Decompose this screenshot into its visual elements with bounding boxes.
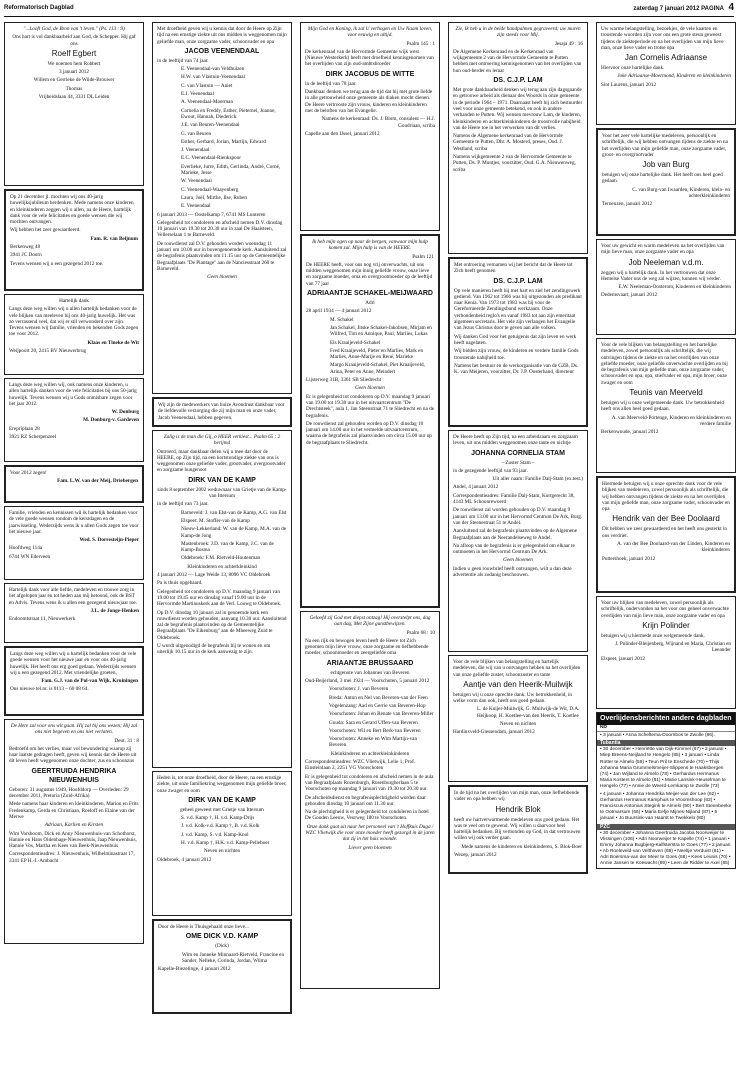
ad-text: De HEERE heeft, voor ons nog vrij onverwachts, uit ons midden weggenomen mijn innig geliefde vrouw, onze lieve en zorgzame moeder, oma en overgrootmoeder op de leeftijd van 77 jaar bbox=[306, 261, 433, 287]
ad-text: Cornelia en Freddy, Esther, Pieternel, Joanne, Ewout, Hannah, Diederick bbox=[181, 107, 276, 120]
advertisement bbox=[596, 128, 736, 236]
ad-text: Lijsterweg 31B, 3361 SB Sliedrecht bbox=[306, 377, 382, 384]
ad-text: 6 januari 2013 — Oostelkamp 7, 6741 MS Lunteren bbox=[157, 211, 266, 218]
ad-text: Ons hart is vol dankbaarheid aan God, de Schepper. Hij gaf ons bbox=[12, 34, 136, 47]
ad-text: M. Schakel bbox=[330, 316, 354, 323]
advertisement bbox=[448, 655, 588, 782]
ad-text: De Heere heeft op Zijn tijd, na een arbeidzaam en zorgzaam leven, uit ons midden weggenomen onze tante en nichtje bbox=[453, 434, 578, 447]
advertisement bbox=[596, 596, 736, 709]
deceased-name: Aantje van den Heerik-Muilwijk bbox=[463, 679, 573, 689]
deceased-name: OME DICK V.D. KAMP bbox=[185, 933, 259, 941]
ad-text: W. Donburg bbox=[111, 409, 139, 416]
advertisement bbox=[4, 465, 144, 503]
ad-text: echtgenote van Johannes van Beveren bbox=[330, 669, 410, 676]
ad-text: Dedemsvaart, januari 2012 bbox=[601, 292, 658, 299]
ad-text: E. Veenendaal-van Veldhuizen bbox=[181, 66, 245, 73]
deceased-name: JOHANNA CORNELIA STAM bbox=[471, 449, 565, 457]
ad-text: Els Kraaijeveld-Schakel bbox=[330, 339, 381, 346]
ad-text: E. Veenendaal bbox=[181, 203, 211, 210]
ad-text: Geboren: 31 augustus 1949, Hoofddorp — Overleden: 29 december 2011, Pretoria (Zuid-Afrika) bbox=[9, 786, 129, 800]
advertisement bbox=[152, 919, 292, 1014]
issue-date: zaterdag 7 januari 2012 bbox=[633, 6, 700, 12]
ad-text: Indien u geen rouwbrief heeft ontvangen, wilt u dan deze advertentie als zodanig beschouwen. bbox=[453, 565, 572, 579]
ad-text: Esther, Gerhard, Jorian, Martijn, Edward bbox=[181, 138, 266, 145]
ad-text: U wordt uitgenodigd de begrafenis bij te wonen en om uiterlijk 10.15 uur in de kerk aanwezig te zijn. bbox=[157, 643, 271, 656]
ad-text: Mede namens de kinderen en kleinkinderen, S. Blok-Boer bbox=[461, 843, 582, 850]
obituary-source: PZC bbox=[597, 824, 735, 830]
ad-text: Geen bloemen bbox=[503, 557, 533, 564]
ad-text: Hartelijk dank bbox=[59, 298, 89, 304]
ad-text: Voorschoten: J. van Beveren bbox=[329, 686, 389, 693]
deceased-name: ADRIAANTJE SCHAKEL-MEIJWAARD bbox=[306, 290, 433, 298]
column-3 bbox=[300, 22, 440, 992]
advertisement bbox=[300, 22, 440, 231]
ad-text: Namens de Algemene kerkenraad van de Hervormde Gemeente te Putten, Dhr. A. Mosterd, preses, Oud. J. Westland, scriba bbox=[453, 133, 563, 152]
ad-text: W. Veenendaal bbox=[181, 178, 212, 185]
deceased-name: Krijn Polinder bbox=[642, 620, 690, 630]
advertisement bbox=[300, 611, 440, 989]
ad-text: 6744 WN Ederveen bbox=[9, 553, 51, 560]
ad-text: heeft uw hartverwarmende medeleven ons goed gedaan. Het was te veel om te gewend. Wij willen u daarvoor heel hartelijk bedanken. Bij verbonden op God, in dat vertrouwen willen wij ook verder gaan. bbox=[454, 816, 581, 842]
ad-text: Laura, Joël, Mirthe, Ilse, Ruben bbox=[181, 194, 247, 201]
ad-text: Op 21 december jl. mochten wij ons 40-jarig huwelijksjubileum herdenken. Mede namens onze kinderen en kleinkinderen zeggen wij u allen, na de Heere, hartelijk dank voor de vele felicitaties en goede wensen die wij mochten ontvangen. bbox=[10, 194, 134, 226]
ad-text: Voorschoten: Anneke en Wim Martijn-van Beveren bbox=[329, 736, 418, 749]
ad-text: Voorschoten: Johan en Renate van Beveren-Miller bbox=[329, 711, 434, 718]
column-5 bbox=[596, 22, 736, 869]
ad-text: Mijn God en Koning, ik zal U verhogen en Uw Naam loven, voor eeuwig en altijd. bbox=[307, 26, 433, 39]
ad-text: Na een rijk en bewogen leven heeft de Heere tot Zich genomen mijn lieve vrouw, onze zorgzame en liefhebbende moeder, schoonmoeder en zeergeliefde oma bbox=[305, 637, 429, 657]
deceased-name: Hendrik van der Bee Doolaard bbox=[612, 514, 720, 524]
deceased-name: DIRK VAN DE KAMP bbox=[188, 476, 256, 484]
ad-text: J. Veenendaal bbox=[181, 147, 210, 154]
ad-text: Wij zijn de medewerkers van huize Avondrust dankbaar voor de liefdevolle verzorging die zij mijn man en onze vader, Jacob Veenendaal, hebben gegeven. bbox=[158, 402, 285, 421]
ad-text: H.W. van Vlastuin-Veenendaal bbox=[181, 74, 245, 81]
obituary-source: Tubantia bbox=[597, 740, 735, 746]
deceased-name: DIRK VAN DE KAMP bbox=[188, 796, 256, 804]
ad-text: M. Donburg-v. Gardeven bbox=[83, 417, 139, 424]
page-label: PAGINA bbox=[701, 6, 724, 12]
ad-text: Met droefheid geven wij u kennis dat door de Heere op Zijn tijd na een ernstige ziekte uit ons midden is weggenomen mijn geliefde man, onze zorgzame vader, schoonvader en opa bbox=[157, 26, 287, 45]
ad-text: Zie, Ik heb u in de beide handpalmen gegraveerd; uw muren zijn steeds voor Mij. bbox=[455, 26, 581, 39]
newspaper-name: Reformatorisch Dagblad bbox=[4, 5, 74, 11]
advertisement bbox=[596, 338, 736, 473]
ad-text: Berkenweg 48 bbox=[10, 244, 41, 251]
ad-text: "...Looft God, de Bron van 't leven." (Ps. 113 : 9) bbox=[23, 26, 125, 32]
ad-text: Jan Schakel, Jitske Schakel-Jakobsen, Mirjam en Wilfred, Tim en Annique, Paul, Marlies, Lukas bbox=[330, 324, 432, 338]
ad-text: Er is gelegenheid tot condoleren op D.V. maandag 9 januari van 19.00 tot 19.30 uur in het uitvaartcentrum "De Drechtsteek", aula 1, Jan Steenstraat 71 te Sliedrecht en na de begrafenis. bbox=[306, 393, 435, 419]
ad-text: Aansluitend zal de begrafenis plaatsvinden op de Algemene Begraafplaats aan de Neerandelseweg te Andel. bbox=[453, 528, 578, 541]
ad-text: Berkenwoude, januari 2012 bbox=[601, 429, 659, 436]
advertisement bbox=[4, 646, 144, 716]
ad-text: Mede namens haar kinderen en kleinkinderen, Marion en Frits Fredenkamp, Gerda en Christiaan, Roeloff en Elaine van der Merwe bbox=[9, 801, 139, 820]
ad-text: Oud-Beijerland, 3 mei 1924 — Voorschoten, 5 januari 2012 bbox=[305, 678, 430, 685]
ad-text: betuigen wij onze hartelijke dank. Het heeft ons heel goed gedaan. bbox=[602, 172, 723, 185]
deceased-name: DS. C.J.P. LAM bbox=[493, 77, 543, 85]
ad-text: L. de Kuijer-Muilwijk, G. Muilwijk-de Wit, D.A. Heijkoop, H. Koetlee-van den Heerik, T. Koetlee bbox=[477, 706, 580, 719]
ad-text: Kapelle-Biezelinge, 4 januari 2012 bbox=[158, 966, 231, 973]
ad-text: Wezep, januari 2012 bbox=[454, 852, 497, 859]
ad-text: 4 januari 2012 — Lage Weide 13, 8096 VC Oldebroek bbox=[157, 572, 271, 579]
ad-text: Namens het bestuur en de werkorganisatie van de GZB, Ds. K. van Meijeren, voorzitter, Dr. J.P. Oosterhand, directeur bbox=[454, 362, 579, 376]
advertisement bbox=[300, 234, 440, 608]
ad-text: betuigen wij u hiermede onze welgemeende dank. bbox=[601, 632, 705, 639]
advertisement bbox=[152, 22, 292, 394]
advertisement bbox=[596, 476, 736, 593]
ad-text: Geloofd zij God met diepst ontzag! Hij overstelpt ons, dag aan dag, Met Zijne gunstbewijzen. bbox=[309, 615, 431, 628]
ad-text: (Dick) bbox=[215, 943, 229, 950]
ad-text: Fam. R. van Beljnum bbox=[90, 235, 138, 242]
ad-text: – Zuster Stam – bbox=[501, 459, 535, 466]
ad-text: Nieuw-Lekkerland: W. van de Kamp, M.A. van de Kamp-de Jong bbox=[181, 526, 287, 539]
ad-text: H. v.d. Kamp †, H.K. v.d. Kamp-Pelleboer bbox=[181, 840, 270, 847]
ad-text: Met ontroering vernamen wij het bericht dat de Heere tot Zich heeft genomen bbox=[454, 262, 573, 275]
ad-text: Zalig is de man die Gij, o HEER verkiest... Psalm 65 : 2 berijmd bbox=[163, 434, 281, 447]
ad-text: Everlieke, Jurre, Edith, Gerlinda, André, Corné, Marieke, Jesse bbox=[181, 163, 281, 177]
page-header bbox=[4, 4, 734, 17]
ad-text: A. van der Bee Doolaard-van der Linden, Kinderen en kleinkinderen bbox=[617, 541, 730, 554]
ad-text: Wim Vorsboom, Dick en Anny Nieuwenhuis-van Schothorst, Hannie en Hans Oldenhage-Nieuwenhuis, Jaap Nieuwenhuis, Hannie Vos, Martha en Kees van Beek-Nieuwenhuis bbox=[9, 830, 137, 850]
ad-text: Thomas bbox=[65, 85, 83, 92]
ad-text: De Here zal voor ons wit gaan. Hij zal bij ons wezen; Hij zal ons niet begeven en ons niet verlaten. bbox=[10, 723, 138, 736]
ad-text: Voor 2012 zegen! bbox=[10, 470, 47, 476]
deceased-name: Jan Cornelis Adriaanse bbox=[624, 53, 708, 63]
ad-text: A. van Meerveld-Portenge, Kinderen en kleinkinderen en verdere familie bbox=[611, 414, 731, 427]
obituary-entry: • 30 december • Henriëtte van Dijk-Kimmel (67) • 2 januari • Miep Breens-Neijland te Hengelo (85) • 3 januari • Linda Rotter te Almelo (59) • Teun Pril te Enschede (70) • Thijs Johanna Maria Grummelsmeijer-Slippens te Haaksbergen (74) • Jan Wijland te Almelo (78) • Gerhardus Hermanus Maria Kosters te Almelo (81) • Marie Lansink-Heuselman te Hengelo (77) • Annie de Weerd-Lemkamp te Zwolle (73) bbox=[600, 747, 727, 789]
advertisement bbox=[4, 506, 144, 580]
ad-text: Fam. G.J. van de Pol-van Wijk, Kruiningen bbox=[41, 678, 138, 685]
column-2 bbox=[152, 22, 292, 1017]
obituary-source: ND bbox=[597, 725, 735, 732]
ad-text: Neven en nichten bbox=[499, 721, 537, 728]
ad-text: Margo Kraaijeveld-Schakel, Piet Kraaijeveld, Arina, Peter en Anne, Meindert bbox=[330, 362, 425, 375]
ad-text: Gelegenheid tot condoleren en afscheid nemen D.V. dinsdag 10 januari van 19.30 tot 20.30 uur in zaal De Haalsteen, Vellerselaan 1 te Barneveld. bbox=[157, 219, 283, 239]
ad-text: Vrijheidslaan 44, 3331 DL Leiden bbox=[38, 94, 110, 101]
ad-text: Weijpoort 20, 2415 BV Nieuwerbrug bbox=[9, 348, 87, 355]
advertisement bbox=[4, 378, 144, 462]
ad-text: in de leeftijd van 78 jaar. bbox=[305, 80, 357, 87]
ad-text: Terneuzen, januari 2012 bbox=[602, 201, 653, 208]
ad-text: Willem en Gerrieke de Wilde-Brouwer bbox=[33, 77, 115, 84]
ad-text: Voor de vele blijken van belangstelling en het hartelijke medeleven, zowel persoonlijk als schriftelijk, die wij ontvingen tijdens de ziekte en na het overlijden van onze geliefde moeder, onze geliefde onverwachte overlijden en bij de begrafenis van mijn geliefde man, onze zorgzame vader, schoonvader en opa, opa, stiefvader en opa, mijn broer, onze zwager en oom bbox=[601, 342, 728, 386]
ad-text: 3 januari 2012 bbox=[59, 69, 89, 76]
ad-text: Geen bloemen bbox=[355, 385, 385, 392]
column-4 bbox=[448, 22, 588, 877]
ad-text: Oldebroek: F.M. Rietveld-Houtenman bbox=[181, 555, 261, 562]
ad-text: Correspondentieadres: Familie Dalj-Stam, Kortgerecht 38, 4143 ML Schoonrewoerd bbox=[453, 492, 575, 506]
ad-text: Neven en nichten bbox=[203, 848, 241, 855]
ad-text: 3921 RZ Scherpenzeel bbox=[9, 434, 57, 441]
ad-text: De rouwdienst zal gehouden worden op D.V. dinsdag 10 januari om 14.00 uur in het vermelde uitvaartcentrum, waarna de begrafenis zal plaatsvinden om circa 15.00 uur op de begraafplaats te Sliedrecht. bbox=[306, 420, 432, 446]
ad-text: Gelegenheid tot condoleren op D.V. maandag 9 januari van 19.00 tot 19.45 uur en dinsdag vanaf 19.00 uur in de Hervormde Martinuskerk aan de Verl. Loowg te Oldebroek. bbox=[157, 588, 282, 608]
ad-text: Gouda: Sara en Gerard Uffen-van Beveren bbox=[329, 719, 418, 726]
ad-text: in de leeftijd van 74 jaar. bbox=[157, 57, 209, 64]
ad-text: J. Polinder-Bleijenberg, Wijnand en Maria, Christian en Leeander bbox=[615, 641, 731, 654]
ad-text: Voor uw gewicht en warm medeleven na het overlijden van mijn lieve man, onze zorgzame vader en opa bbox=[601, 243, 725, 256]
deceased-name: Roelf Egbert bbox=[51, 48, 97, 58]
ad-text: Na de plechtigheid is er gelegenheid tot condoleren in hotel De Gouden Leeuw, Veurweg 180 te Voorschoten. bbox=[305, 809, 429, 822]
ad-text: Vogelenzang: Aad en Gerrie van Beveren-Hop bbox=[329, 702, 426, 709]
ad-text: C. van Burg-van Iwaarden, Kinderen, klein- en achterkleinkinderen bbox=[632, 186, 730, 200]
obituary-entry: • 3 januari • Anna Scheltema-Doornbos te Zwolle (86). bbox=[600, 733, 715, 739]
ad-text: Ik heb mijn ogen op naar de bergen, vanwaar mijn hulp komen zal. Mijn hulp is van de HEERE. bbox=[312, 239, 428, 252]
ad-text: Hiermede betuigen wij u onze oprechte dank voor de vele blijken van medeleven, zowel persoonlijk als schriftelijk, die wij hebben ontvangen tijdens de ziekte en na het overlijden van mijn geliefde man, onze zorgzame vader, schoonvader en opa bbox=[602, 481, 730, 513]
ad-text: Namens de kerkenraad: Ds. J. Blom, consulent — H.J. Goudriaan, scriba bbox=[321, 116, 435, 129]
ad-text: Voor het zeer vele hartelijke medeleven, persoonlijk en schriftelijk, die wij hebben ontvangen tijdens de ziekte en na het overlijden van mijn geliefde man, onze zorgzame vader, groot- en overgrootvader bbox=[602, 133, 728, 158]
ad-text: Voor uw blijken van medeleven, zowel persoonlijk als schriftelijk, ondervonden na het voor ons geheel onverwachte overlijden van mijn lieve man, onze zorgzame vader en opa bbox=[601, 600, 729, 619]
ad-text: Liever geen bloemen bbox=[348, 844, 392, 851]
ad-text: Wim en Janneke Minnaard-Rietveld, Francine en Sander, Nelleke, Corinda, Jordan, Wilma bbox=[182, 951, 285, 964]
ad-text: Wed. S. Dorresteijn-Pieper bbox=[79, 537, 139, 544]
advertisement bbox=[152, 430, 292, 768]
ad-text: Dankbaar denken we terug aan de tijd dat hij met grote liefde in alle getrouwheid onze gemeente als diaken mocht dienen. De Heere vertrooste zijn vrouw, kinderen en kleinkinderen met de beloften van het Evangelie. bbox=[305, 89, 433, 114]
ad-text: Familie, vrienden en kennissen wil ik hartelijk bedanken voor de vele goede wensen rondom de kerstdagen en de jaarwisseling. Wederzijds wens ik u allen Gods zegen toe voor het nieuwe jaar. bbox=[9, 510, 139, 535]
ad-text: 28 april 1934 — 4 januari 2012 bbox=[306, 308, 372, 315]
obituary-entry: • 30 december • Johanna Geertruida Jacoba Noorweijer te Vlissingen (106) • Adri Noorweijer te Kapelle (74) • 1 januari • Emmy Johanna Bugbjerg-Kalfsterstra te Goes (77) • 2 januari • Ab Roeleveld-van Velthoven (69) • Neeltje Verduist (81) • Adri Boersma-van der Meer te Goes (68) • Kees Leunis (70) • Annie Jansen te Koewacht (89) • Leen de Ridder te Axel (85) bbox=[600, 830, 731, 867]
advertisement bbox=[4, 583, 144, 643]
ad-text: Elspeet, januari 2012 bbox=[601, 655, 645, 662]
ad-text: E.W. Neeleman-Oosterom, Kinderen en kleinkinderen bbox=[618, 284, 731, 291]
ad-text: Psalm 68 : 10 bbox=[406, 629, 435, 636]
obituary-listing bbox=[596, 712, 736, 869]
ad-text: Wij bidden zijn vrouw, de kinderen en verdere familie Gods troostende nabijheid toe. bbox=[454, 348, 579, 361]
advertisement bbox=[4, 189, 144, 291]
ad-text: Tevens wensen wij u een gezegend 2012 toe. bbox=[10, 260, 104, 267]
ad-text: Voorschoten: Wil en Bert Berk-van Beveren bbox=[329, 727, 421, 734]
deceased-name: DIRK JACOBUS DE WITTE bbox=[325, 70, 415, 78]
ad-text: C. Veenendaal-Waayenberg bbox=[181, 186, 239, 193]
ad-text: Puttershoek, januari 2012 bbox=[602, 555, 656, 562]
deceased-name: Job van Burg bbox=[642, 160, 690, 170]
ad-text: J.L. de Jonge-Henken bbox=[90, 607, 139, 614]
ad-text: Ons nieuwe tel.nr. is 0113 – 60 08 64. bbox=[10, 686, 89, 693]
ad-text: betuigen wij u onze oprechte dank. Uw betrokkenheid, in welke vorm dan ook, heeft ons goed gedaan. bbox=[453, 691, 572, 705]
ad-text: Op D.V. dinsdag 10 januari zal in genoemde kerk een rouwdienst worden gehouden, aanvang 10.30 uur. Aansluitend zal de begrafenis plaatsvinden op de Gemeentelijke Begraafplaats "De Eikenburg" aan de Mheeweg Zuid te Oldebroek. bbox=[157, 609, 287, 641]
ad-text: Adri bbox=[365, 300, 375, 307]
ad-text: Jesaja 49 : 16 bbox=[554, 40, 583, 47]
ad-text: S. v.d. Kamp †, H. v.d. Kamp-Drijs bbox=[181, 815, 255, 822]
ad-text: Hiervoor onze hartelijke dank. bbox=[601, 65, 665, 72]
ad-text: Langs deze weg willen wij, ook namens onze kinderen, u allen hartelijk danken voor de vele felicitaties bij ons 50-jarig huwelijk. Tevens wensen wij u Gods onmisbare zegen voor het jaar 2012. bbox=[9, 382, 137, 407]
advertisement bbox=[448, 430, 588, 652]
ad-text: in de leeftijd van 73 jaar. bbox=[157, 501, 209, 508]
deceased-name: DS. C.J.P. LAM bbox=[493, 277, 543, 285]
ad-text: Uit aller naam: Familie Dalj-Stam (ex.test.) bbox=[492, 476, 583, 483]
ad-text: Na afloop van de begrafenis is er gelegenheid om elkaar te ontmoeten in het Hervormd Centrum De Ark. bbox=[453, 542, 575, 556]
ad-text: Wij hebben het zeer gewaardeerd. bbox=[10, 227, 81, 234]
column-1 bbox=[4, 22, 144, 947]
ad-text: Langs deze weg willen wij u hartelijk bedanken voor de vele goede wensen voor het nieuwe jaar en voor ons 40-jarig huwelijk. Het heeft ons erg goed gedaan. Wederzijds wensen wij u een gezegend 2012. Met vriendelijke groeten, bbox=[10, 651, 137, 676]
ad-text: Door de Heere is Thuisgehaald onze lieve... bbox=[158, 924, 249, 930]
ad-text: Op vele manieren heeft hij met hart en ziel het zendingswerk gediend. Van 1962 tot 1966 was hij uitgezonden als predikant naar Kenia. Van 1973 tot 1983 was hij voor de Gereformeerde Zendingsbond werkzaam. Onze verbondenheid reglo's en vanaf 1983 tot aan zijn emeritaat algemeen secretaris. Het vele zijn verlangen het Evangelie van Jezus Christus door te geven aan alle volken. bbox=[454, 287, 582, 332]
deceased-name: GEERTRUIDA HENDRIKA NIEUWENHUIS bbox=[31, 767, 117, 784]
ad-text: In de tijd na het overlijden van mijn man, onze liefhebbende vader en opa hebben wij bbox=[454, 790, 580, 803]
advertisement bbox=[448, 22, 588, 254]
ad-text: A. Veenendaal-Moerman bbox=[181, 99, 234, 106]
deceased-name: Hendrik Blok bbox=[495, 804, 541, 814]
advertisement bbox=[152, 771, 292, 916]
ad-text: Psalm 145 : 1 bbox=[406, 40, 435, 47]
deceased-name: Teunis van Meerveld bbox=[629, 388, 703, 398]
page-date-block bbox=[633, 2, 734, 13]
ad-text: De Algemene Kerkenraad en de Kerkenraad van wijkgemeente 2 van de Hervormde Gemeente te Putten hebben met ontroering kennisgenomen van het overlijden van hun oud-herder en leraar bbox=[453, 48, 582, 74]
ad-text: in de gezegende leeftijd van 93 jaar. bbox=[453, 467, 528, 474]
ad-text: Correspondentieadres: J. Nieuwenhuis, Wilhelminastraat 17, 3341 EP H.-I.-Ambacht bbox=[9, 851, 135, 864]
ad-text: betuigen wij u onze welgemeende dank. Uw betrokkenheid heeft ons allen heel goed gedaan. bbox=[601, 400, 725, 413]
ad-text: De kerkenraad van de Hervormde Gemeente wijk west (Nieuwe Westerkerk) heeft met droefheid kennisgenomen van het overlijden van zijn oud-ambtsbroeder bbox=[305, 48, 434, 68]
ad-text: Wij danken God voor het getuigenis dat zijn leven en werk heeft nagelaten. bbox=[454, 333, 577, 346]
ad-text: J. v.d. Kamp, S. v.d. Kamp-Knol bbox=[181, 831, 249, 838]
ad-text: De rouwdienst zal worden gehouden op D.V. maandag 9 januari om 13.00 uur in het Hervormd Centrum De Ark, Burg. van der Steenestraat 51 te Andel. bbox=[453, 507, 583, 526]
ad-text: De rouwdienst zal D.V. gehouden worden woensdag 11 januari om 10.00 uur in bovengenoemde kerk. Aansluitend zal de begrafenis plaatsvinden om 11.15 uur op de Gemeentelijke Begraafplaats "De Plantage" aan de Nanciesstraat 260 te Barneveld. bbox=[157, 240, 287, 272]
ad-text: Elspeet: M. Stoffer-van de Kamp bbox=[181, 517, 250, 524]
advertisement bbox=[152, 397, 292, 427]
ad-text: Correspondentieadres: WZC Vlietwijk, Lelie 1, Prof. Einsteinlaan 2, 2251 VG Voorschoten bbox=[305, 759, 416, 772]
ad-text: Sint Laurens, januari 2012 bbox=[601, 81, 657, 88]
ad-text: Mastenbroek: J.D. van de Kamp, J.C. van de Kamp-Bosma bbox=[181, 540, 274, 554]
ad-text: We noemen hem Robbert bbox=[47, 60, 101, 67]
ad-text: Adriaan, Karlien en Kirsten bbox=[44, 822, 104, 829]
obituary-listing-title: Overlijdensberichten andere dagbladen bbox=[597, 713, 735, 725]
ad-text: Psalm 121 bbox=[412, 253, 434, 260]
ad-text: Geen bloemen bbox=[207, 274, 237, 281]
deceased-name: Job Neeleman v.d.m. bbox=[628, 257, 704, 267]
ad-text: Hartelijk dank voor alle liefde, medeleven en trouwe zorg in het afgelopen jaar en tot heden aan mij betoond, ook de BST en Advis. Tevens wens ik u allen een gezegend nieuwjaar toe. bbox=[9, 587, 138, 606]
advertisement bbox=[4, 22, 144, 186]
advertisement bbox=[4, 719, 144, 944]
ad-text: Andel, 4 januari 2012 bbox=[453, 484, 499, 491]
advertisement bbox=[596, 239, 736, 335]
ad-text: Fred Kraaijeveld, Pieter en Marlies, Mark en Marlies, Anne-Marije en René, Marieke bbox=[330, 347, 424, 361]
advertisement bbox=[448, 785, 588, 874]
advertisement bbox=[448, 257, 588, 427]
ad-text: Joke Adriaanse-Moermond, Kinderen en kleinkinderen bbox=[617, 73, 731, 80]
ad-text: Klaas en Tineke de Wit bbox=[87, 339, 139, 346]
ad-text: Dit hebben we zeer gewaardeerd en het heeft ons gesterkt in ons verdriet. bbox=[602, 526, 728, 539]
ad-text: Uw warme belangstelling, bezoekjes, de vele kaarten en troostende woorden zijn voor ons een grote steun geweest tijdens de ziekteperiode en na het overlijden van mijn lieve man, onze lieve vader en trotse opa bbox=[601, 26, 724, 51]
ad-text: Endoomtstraat 11, Nieuwerkerk bbox=[9, 616, 76, 623]
ad-text: Capelle aan den IJssel, januari 2012 bbox=[305, 130, 380, 137]
ad-text: J. v.d. Kolk-v.d. Kamp †, B. v.d. Kolk bbox=[181, 823, 260, 830]
ad-text: 3941 JC Doorn bbox=[10, 252, 42, 259]
ad-text: Voor de vele blijken van belangstelling en hartelijk medeleven, die wij van u ontvangen hebben na het overlijden van onze geliefde zuster, schoonzuster en tante bbox=[453, 659, 581, 678]
ad-text: Breda: Anton en Nel van Beveren-van der Feen bbox=[329, 694, 428, 701]
advertisement bbox=[596, 22, 736, 125]
ad-text: Deut. 31 : 8 bbox=[114, 737, 139, 744]
ad-text: G. van Beuren bbox=[181, 130, 212, 137]
deceased-name: ARIAANTJE BRUSSAARD bbox=[326, 659, 414, 667]
ad-text: Heden is, tot onze droefheid, door de Heere, na een ernstige ziekte, uit onze familiekring weggenomen mijn geliefde broer, onze zwager en oom bbox=[157, 775, 287, 794]
ad-text: Kleinkinderen en achterkleinkind bbox=[187, 563, 257, 570]
page-number: 4 bbox=[728, 2, 734, 13]
ad-text: Kleinkinderen en achterkleinkinderen bbox=[330, 750, 410, 757]
ad-text: J.E. van Beuren-Veenendaal bbox=[181, 122, 240, 129]
ad-text: E.C. Veenendaal-Rienkspoor bbox=[181, 155, 241, 162]
ad-text: Hoofdweg 114a bbox=[9, 545, 43, 552]
ad-text: sinds 8 september 2002 weduwnaar van Grietje van de Kamp-van Ittersum bbox=[157, 486, 287, 500]
ad-text: Pa is thuis opgebaard. bbox=[157, 580, 203, 587]
ad-text: zeggen wij u hartelijk dank. In het vertrouwen dat onze Hemelse Vader ons de weg zal wijzen, kunnen wij verder. bbox=[601, 269, 721, 282]
advertisement bbox=[4, 294, 144, 375]
ad-text: E.J. Veenendaal bbox=[181, 91, 214, 98]
ad-text: C. van Vlastuin — Aniet bbox=[181, 82, 233, 89]
ad-text: Met grote dankbaarheid denken wij terug aan zijn dagsgaande en getrouwe arbeid als dienaar des Woords in onze gemeente in de periode 1964 – 1971. Daarnaast heeft hij zich bestuurder veel voor onze gemeente betekend, en ook in andere verbanden te Putten. Wij wensen mevrouw Lam, de kinderen, kleinkinderen en achterkleinkinderen de troostvolle nabijheid van de Heere toe in het verwerken van dit verlies. bbox=[453, 87, 583, 131]
ad-text: Bedroefd om het verlies, maar vol bewondering waarop zij haar laatste gedragen heeft, geven wij kennis dat de Heere uit dit leven heeft weggenomen onze dochter, zus en schoonzus bbox=[9, 745, 137, 765]
ad-text: De afscheidsdienst en begrafenisplechtigheid worden daar gehouden dinsdag 10 januari om 11.30 uur. bbox=[305, 794, 426, 807]
ad-text: Onze dank gaat uit naar het personeel van 't Hoffkuis Duga / WZC Vlietwijk die voor onze moeder heeft gezorgd in de jaren dat zij in het huis woonde. bbox=[305, 823, 435, 843]
ad-text: Barneveld: J. van Elst-van de Kamp, A.G. van Elst bbox=[181, 509, 287, 516]
ad-text: geheel geweest met Grietje van Ittersum bbox=[180, 806, 264, 813]
obituary-entry: • 4 januari • Johanna Hendrika Meijer-van der Lee (62) • Gerhardus Hermanus Kamphuis te Vroomshoop (62) • Franciscus Antonius Stegink te Almelo (90) • Bert Steenbeeke te Ootmarsum (66) • Maria Eefje Mijnes-Nijland (87) • 5 januari • Jo Buursink-van Haarst te Twekkelo (80) bbox=[600, 792, 732, 822]
ad-text: Erepriplaan 28 bbox=[9, 425, 40, 432]
deceased-name: JACOB VEENENDAAL bbox=[184, 47, 260, 55]
ad-text: Fam. L.W. van der Meij, Driebergen bbox=[57, 478, 138, 485]
ad-text: Oldebroek, 4 januari 2012 bbox=[157, 856, 212, 863]
ad-text: Namens wijkgemeente 2 van de Hervormde Gemeente te Putten, Ds. P. Muntjes, voorzitter, Oud. G.A. Nieuwenweg, scriba bbox=[453, 154, 576, 173]
ad-text: Ontroerd, maar dankbaar delen wij u mee dat door de HEERE, op Zijn tijd, na een kortstondige ziekte van ons is weggenomen onze geliefde vader, grootvader, overgrootvader en zorgzame hungenoot bbox=[157, 448, 286, 474]
ad-text: Er is gelegenheid tot condoleren en afscheid nemen in de aula van Begraafplaats Rozenburgh, Rosenburgherlaan 5 te Voorschoten op maandag 9 januari van 19.30 tot 20.30 uur. bbox=[305, 773, 434, 793]
ad-text: Langs deze weg willen wij u allen hartelijk bedanken voor de vele blijken van meeleven bij ons 40-jarig huwelijk. Het was zo verrassend veel, dat wij er stil verwonderd over zijn. Tevens wensen wij familie, vrienden en bekenden Gods zegen toe voor 2012. bbox=[9, 306, 139, 338]
ad-text: Hardinxveld-Giessendam, januari 2012 bbox=[453, 729, 535, 736]
